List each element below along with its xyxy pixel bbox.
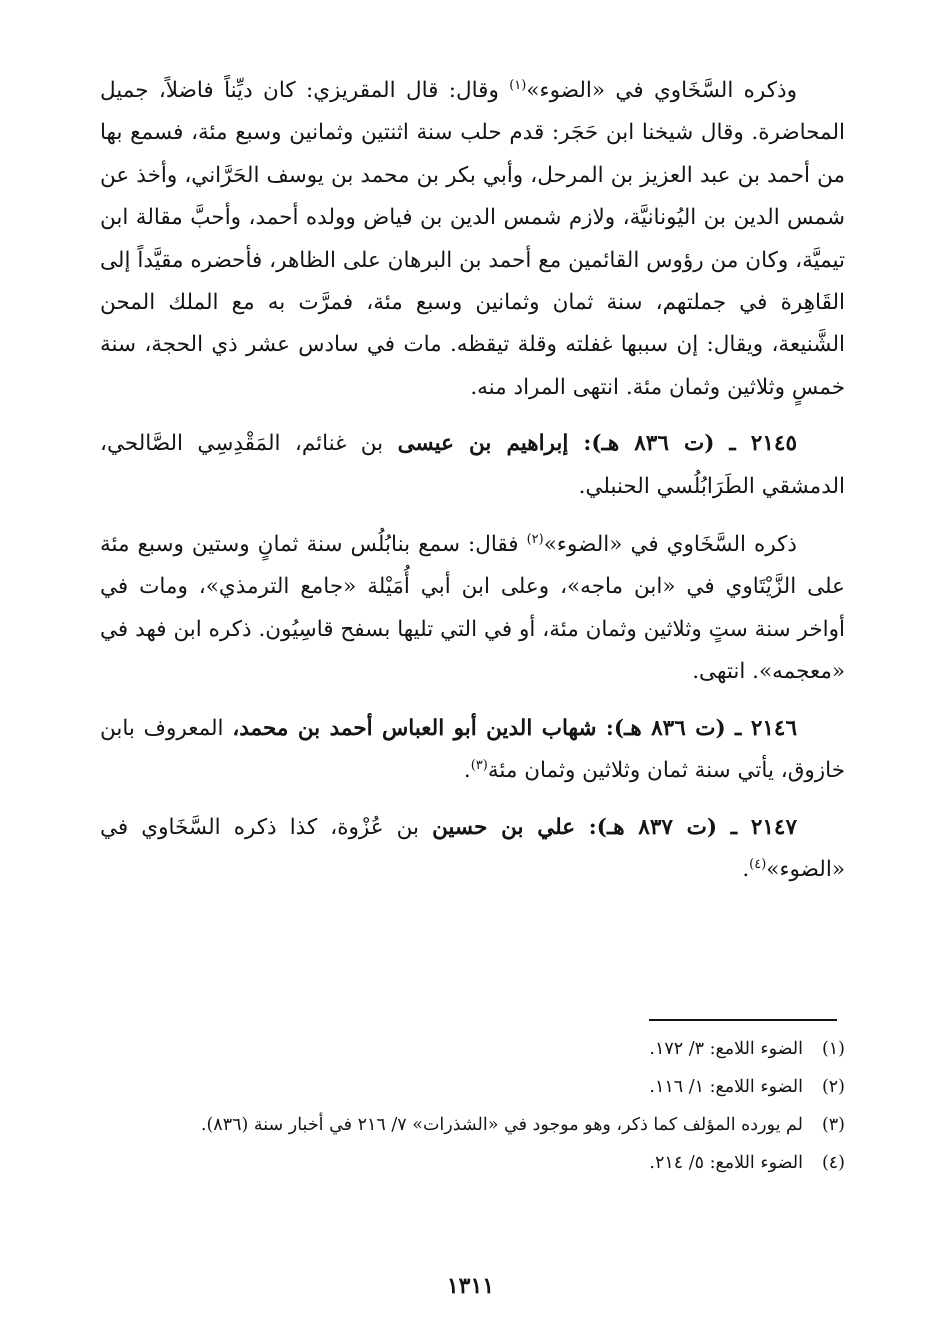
footnote-text: الضوء اللامع: ١/ ١١٦. (649, 1077, 803, 1097)
entry-heading: ٢١٤٦ ـ (ت ٨٣٦ هـ): شهاب الدين أبو العباس أحمد بن محمد، (232, 715, 798, 741)
paragraph-text: وذكره السَّخَاوي في «الضوء» (526, 78, 797, 103)
footnote-number: (٤) (821, 1153, 845, 1173)
paragraph-2145-detail (100, 524, 845, 694)
footnotes (100, 1034, 845, 1186)
paragraph-continuation (100, 70, 845, 409)
footnote-item (100, 1148, 845, 1179)
footnote-ref: (٤) (749, 856, 767, 872)
footnote-number: (٣) (821, 1115, 845, 1135)
entry-2146 (100, 708, 845, 793)
entry-text: . (742, 856, 750, 882)
paragraph-text: فقال: سمع بنابُلُس سنة ثمانٍ وستين وسبع مئة على الزَّيْتَاوي في «ابن ماجه»، وعلى ابن أبي أُمَيْلة «جامع الترمذي»، ومات في أواخر سنة ستٍ وثلاثين وثمان مئة، أو في التي تليها بسفح قاسِيُون. ذكره ابن فهد في «معجمه». انتهى. (100, 532, 845, 685)
footnote-divider (649, 1019, 837, 1021)
page-number: ١٣١١ (446, 1273, 495, 1299)
entry-text: بن غنائم، المَقْدِسِي الصَّالحي، الدمشقي الطَرَابُلُسي الحنبلي. (100, 431, 845, 499)
entry-heading: ٢١٤٥ ـ (ت ٨٣٦ هـ): إبراهيم بن عيسى (397, 431, 797, 457)
footnote-number: (١) (821, 1039, 845, 1059)
footnote-text: لم يورده المؤلف كما ذكر، وهو موجود في «الشذرات» ٧/ ٢١٦ في أخبار سنة (٨٣٦). (200, 1115, 803, 1135)
entry-text: المعروف بابن خازوق، يأتي سنة ثمان وثلاثين وثمان مئة (100, 715, 845, 784)
entry-text: بن عُزْوة، كذا ذكره السَّخَاوي في «الضوء» (100, 814, 845, 882)
footnote-text: الضوء اللامع: ٣/ ١٧٢. (649, 1039, 803, 1059)
footnote-item (100, 1072, 845, 1103)
main-text (100, 70, 845, 891)
footnote-item (100, 1034, 845, 1065)
entry-2145 (100, 423, 845, 508)
entry-2147 (100, 807, 845, 892)
paragraph-text: وقال: قال المقريزي: كان ديِّناً فاضلاً، جميل المحاضرة. وقال شيخنا ابن حَجَر: قدم حلب سنة اثنتين وثمانين وسبع مئة، فسمع بها من أحمد بن عبد العزيز بن المرحل، وأبي بكر بن محمد بن يوسف الحَرَّاني، وأخذ عن شمس الدين بن اليُونانيَّة، ولازم شمس الدين بن فياض وولده أحمد، وأحبَّ مقالة ابن تيميَّة، وكان من رؤوس القائمين مع أحمد بن البرهان على الظاهر، فأحضره مقيَّداً إلى القَاهِرة في جملتهم، سنة ثمان وثمانين وسبع مئة، فمرَّت به مع الملك المحن الشَّنيعة، ويقال: إن سببها غفلته وقلة تيقظه. مات في سادس عشر ذي الحجة، سنة خمسٍ وثلاثين وثمان مئة. انتهى المراد منه. (100, 78, 845, 400)
entry-text: . (463, 758, 471, 784)
footnote-text: الضوء اللامع: ٥/ ٢١٤. (649, 1153, 803, 1173)
footnote-ref: (٣) (470, 757, 488, 773)
footnote-item (100, 1110, 845, 1141)
paragraph-text: ذكره السَّخَاوي في «الضوء» (543, 532, 797, 558)
entry-heading: ٢١٤٧ ـ (ت ٨٣٧ هـ): علي بن حسين (432, 814, 798, 840)
footnote-ref: (١) (509, 77, 527, 93)
footnote-number: (٢) (821, 1077, 845, 1097)
footnote-ref: (٢) (526, 531, 544, 547)
